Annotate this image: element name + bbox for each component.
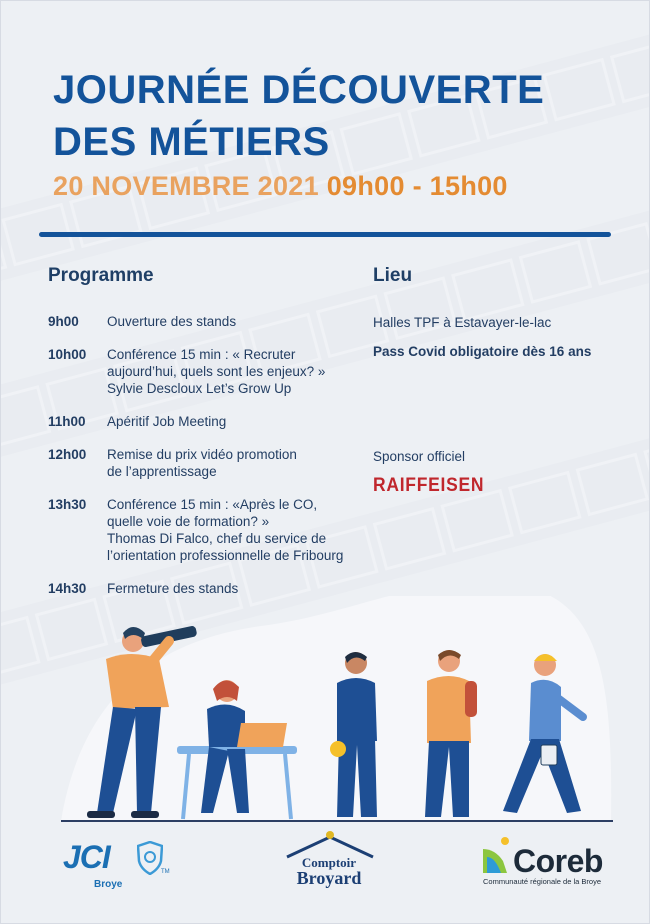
programme-line: de l’apprentissage — [107, 464, 217, 479]
coreb-logo: Coreb — [513, 843, 603, 879]
programme-description — [107, 496, 367, 564]
programme-item — [48, 496, 378, 564]
covid-notice: Pass Covid obligatoire dès 16 ans — [373, 344, 592, 359]
title-line-2: DES MÉTIERS — [53, 120, 330, 164]
programme-item — [48, 446, 378, 480]
programme-line: Remise du prix vidéo promotion — [107, 447, 297, 462]
programme-list — [48, 313, 378, 613]
programme-line: Apéritif Job Meeting — [107, 414, 227, 429]
programme-line: Conférence 15 min : « Recruter — [107, 347, 296, 362]
programme-line: Ouverture des stands — [107, 314, 237, 329]
programme-time: 12h00 — [48, 447, 87, 462]
coreb-leaf-icon — [481, 835, 517, 875]
page-title — [53, 64, 544, 168]
event-day: 20 NOVEMBRE 2021 — [53, 171, 319, 201]
programme-item — [48, 346, 378, 397]
programme-item — [48, 313, 378, 330]
programme-line: Thomas Di Falco, chef du service de — [107, 531, 327, 546]
programme-description — [107, 580, 367, 597]
programme-line: Sylvie Descloux Let’s Grow Up — [107, 381, 292, 396]
coreb-subtitle: Communauté régionale de la Broye — [483, 877, 601, 886]
jci-shield-icon — [137, 841, 163, 875]
programme-description — [107, 413, 367, 430]
programme-line: aujourd’hui, quels sont les enjeux? » — [107, 364, 326, 379]
sponsor-label: Sponsor officiel — [373, 449, 466, 464]
venue-place: Halles TPF à Estavayer-le-lac — [373, 315, 552, 330]
programme-description — [107, 346, 367, 397]
event-date — [53, 171, 508, 202]
programme-description — [107, 313, 367, 330]
event-hours: 09h00 - 15h00 — [326, 171, 508, 201]
jci-logo: JCI — [63, 839, 110, 875]
programme-time: 13h30 — [48, 497, 87, 512]
programme-line: quelle voie de formation? » — [107, 514, 270, 529]
programme-item — [48, 580, 378, 597]
programme-line: Fermeture des stands — [107, 581, 239, 596]
comptoir-line-2: Broyard — [296, 868, 362, 888]
programme-line: Conférence 15 min : «Après le CO, — [107, 497, 318, 512]
programme-time: 10h00 — [48, 347, 87, 362]
title-divider — [39, 232, 611, 237]
lieu-heading: Lieu — [373, 265, 413, 286]
programme-heading: Programme — [48, 265, 154, 286]
programme-item — [48, 413, 378, 430]
programme-description — [107, 446, 367, 480]
programme-line: l’orientation professionnelle de Fribourg — [107, 548, 344, 563]
raiffeisen-logo: RAIFFEISEN — [373, 475, 485, 496]
people-illustration — [1, 596, 649, 831]
programme-time: 11h00 — [48, 414, 86, 429]
comptoir-line-1: Comptoir — [301, 855, 357, 870]
jci-trademark: TM — [161, 869, 170, 875]
title-line-1: JOURNÉE DÉCOUVERTE — [53, 68, 545, 112]
jci-broye-label: Broye — [94, 879, 123, 890]
comptoir-broyard-logo — [287, 856, 371, 887]
programme-time: 14h30 — [48, 581, 87, 596]
programme-time: 9h00 — [48, 314, 79, 329]
